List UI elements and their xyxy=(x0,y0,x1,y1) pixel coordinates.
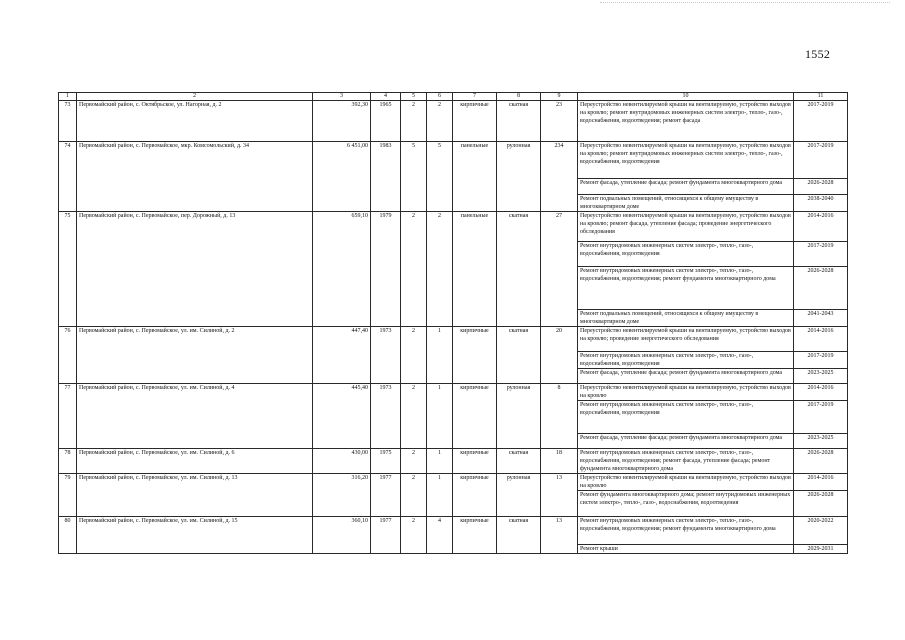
work-period: 2023-2025 xyxy=(794,369,848,384)
work-description: Ремонт подвальных помещений, относящихся к общему имуществу в многоквартирном доме xyxy=(578,310,794,327)
work-period: 2038-2040 xyxy=(794,195,848,212)
work-description: Ремонт подвальных помещений, относящихся к общему имуществу в многоквартирном доме xyxy=(578,195,794,212)
scan-edge-line xyxy=(600,2,890,3)
resident-count: 23 xyxy=(541,101,578,142)
building-address: Первомайский район, с. Октябрьское, ул. Нагорная, д. 2 xyxy=(77,101,313,142)
floor-count: 2 xyxy=(401,474,427,517)
work-period: 2017-2019 xyxy=(794,101,848,142)
table-row xyxy=(59,327,848,352)
entrance-count: 1 xyxy=(427,474,453,517)
work-period: 2029-2031 xyxy=(794,545,848,554)
work-description: Ремонт внутридомовых инженерных систем электро-, тепло-, газо-, водоснабжения, водоотведения; ремонт фасада, утепление фасада; ремонт фундамента многоквартирного дома xyxy=(578,449,794,474)
work-description: Ремонт внутридомовых инженерных систем электро-, тепло-, газо-, водоснабжения, водоотведения; ремонт фундамента многоквартирного дома xyxy=(578,517,794,545)
construction-year: 1973 xyxy=(371,327,401,384)
work-period: 2014-2016 xyxy=(794,327,848,352)
work-period: 2017-2019 xyxy=(794,401,848,434)
building-area: 392,30 xyxy=(313,101,371,142)
work-description: Переустройство невентилируемой крыши на вентилируемую, устройство выходов на кровлю; ремонт фасада, утепление фасада; проведение энергетического обследования xyxy=(578,212,794,242)
column-number-row xyxy=(59,93,848,101)
entrance-count: 1 xyxy=(427,384,453,449)
roof-type: рулонная xyxy=(497,384,541,449)
construction-year: 1979 xyxy=(371,212,401,327)
wall-material: кирпичные xyxy=(453,384,497,449)
roof-type: скатная xyxy=(497,449,541,474)
work-description: Переустройство невентилируемой крыши на вентилируемую, устройство выходов на кровлю; ремонт внутридомовых инженерных систем электро-, тепло-, газо-, водоснабжения, водоотведения; ремонт фасада xyxy=(578,101,794,142)
wall-material: кирпичные xyxy=(453,449,497,474)
work-period: 2014-2016 xyxy=(794,384,848,401)
entrance-count: 1 xyxy=(427,327,453,384)
work-description: Ремонт внутридомовых инженерных систем электро-, тепло-, газо-, водоснабжения, водоотведения xyxy=(578,401,794,434)
work-period: 2026-2028 xyxy=(794,267,848,310)
floor-count: 2 xyxy=(401,449,427,474)
wall-material: кирпичные xyxy=(453,101,497,142)
wall-material: кирпичные xyxy=(453,327,497,384)
work-description: Ремонт внутридомовых инженерных систем электро-, тепло-, газо-, водоснабжения, водоотведения xyxy=(578,242,794,267)
resident-count: 13 xyxy=(541,474,578,517)
work-description: Ремонт фундамента многоквартирного дома; ремонт внутридомовых инженерных систем электро-, тепло-, газо-, водоснабжения, водоотведения xyxy=(578,491,794,517)
building-number: 79 xyxy=(59,474,77,517)
wall-material: кирпичные xyxy=(453,474,497,517)
building-area: 360,10 xyxy=(313,517,371,554)
construction-year: 1977 xyxy=(371,517,401,554)
wall-material: панельные xyxy=(453,212,497,327)
floor-count: 2 xyxy=(401,212,427,327)
column-header: 5 xyxy=(401,93,427,101)
work-description: Переустройство невентилируемой крыши на вентилируемую, устройство выходов на кровлю xyxy=(578,474,794,491)
construction-year: 1965 xyxy=(371,101,401,142)
column-header: 10 xyxy=(578,93,794,101)
work-period: 2041-2043 xyxy=(794,310,848,327)
table-row xyxy=(59,142,848,179)
work-description: Ремонт фасада, утепление фасада; ремонт фундамента многоквартирного дома xyxy=(578,434,794,449)
building-area: 316,20 xyxy=(313,474,371,517)
repair-program-table xyxy=(58,92,848,554)
resident-count: 234 xyxy=(541,142,578,212)
roof-type: рулонная xyxy=(497,142,541,212)
floor-count: 5 xyxy=(401,142,427,212)
resident-count: 20 xyxy=(541,327,578,384)
work-period: 2014-2016 xyxy=(794,474,848,491)
resident-count: 13 xyxy=(541,517,578,554)
page-number: 1552 xyxy=(805,47,831,61)
table-row xyxy=(59,517,848,545)
building-address: Первомайский район, с. Первомайское, мкр. Комсомольский, д. 34 xyxy=(77,142,313,212)
building-number: 73 xyxy=(59,101,77,142)
resident-count: 8 xyxy=(541,384,578,449)
table-row xyxy=(59,212,848,242)
wall-material: кирпичные xyxy=(453,517,497,554)
column-header: 1 xyxy=(59,93,77,101)
table-row xyxy=(59,449,848,474)
entrance-count: 1 xyxy=(427,449,453,474)
building-number: 78 xyxy=(59,449,77,474)
building-area: 430,00 xyxy=(313,449,371,474)
building-address: Первомайский район, с. Первомайское, ул. им. Силиной, д. 4 xyxy=(77,384,313,449)
building-address: Первомайский район, с. Первомайское, ул. им. Силиной, д. 6 xyxy=(77,449,313,474)
work-period: 2026-2028 xyxy=(794,449,848,474)
table-row xyxy=(59,384,848,401)
resident-count: 18 xyxy=(541,449,578,474)
entrance-count: 5 xyxy=(427,142,453,212)
work-period: 2017-2019 xyxy=(794,242,848,267)
work-description: Переустройство невентилируемой крыши на вентилируемую, устройство выходов на кровлю xyxy=(578,384,794,401)
work-period: 2017-2019 xyxy=(794,352,848,369)
building-number: 80 xyxy=(59,517,77,554)
work-period: 2026-2028 xyxy=(794,491,848,517)
work-description: Ремонт внутридомовых инженерных систем электро-, тепло-, газо-, водоснабжения, водоотведения; ремонт фундамента многоквартирного дома xyxy=(578,267,794,310)
building-address: Первомайский район, с. Первомайское, ул. им. Силиной, д. 2 xyxy=(77,327,313,384)
work-period: 2017-2019 xyxy=(794,142,848,179)
building-number: 74 xyxy=(59,142,77,212)
construction-year: 1973 xyxy=(371,384,401,449)
work-description: Ремонт крыши xyxy=(578,545,794,554)
resident-count: 27 xyxy=(541,212,578,327)
work-description: Ремонт фасада, утепление фасада; ремонт фундамента многоквартирного дома xyxy=(578,369,794,384)
roof-type: рулонная xyxy=(497,474,541,517)
building-address: Первомайский район, с. Первомайское, пер. Дорожный, д. 13 xyxy=(77,212,313,327)
work-period: 2026-2028 xyxy=(794,179,848,195)
wall-material: панельные xyxy=(453,142,497,212)
building-area: 445,40 xyxy=(313,384,371,449)
entrance-count: 2 xyxy=(427,212,453,327)
floor-count: 2 xyxy=(401,327,427,384)
building-number: 77 xyxy=(59,384,77,449)
work-period: 2023-2025 xyxy=(794,434,848,449)
table-row xyxy=(59,101,848,142)
roof-type: скатная xyxy=(497,101,541,142)
column-header: 7 xyxy=(453,93,497,101)
column-header: 3 xyxy=(313,93,371,101)
column-header: 11 xyxy=(794,93,848,101)
building-area: 659,10 xyxy=(313,212,371,327)
floor-count: 2 xyxy=(401,384,427,449)
work-description: Переустройство невентилируемой крыши на вентилируемую, устройство выходов на кровлю; проведение энергетического обследования xyxy=(578,327,794,352)
building-address: Первомайский район, с. Первомайское, ул. им. Силиной, д. 13 xyxy=(77,474,313,517)
column-header: 4 xyxy=(371,93,401,101)
construction-year: 1975 xyxy=(371,449,401,474)
roof-type: скатная xyxy=(497,327,541,384)
entrance-count: 4 xyxy=(427,517,453,554)
floor-count: 2 xyxy=(401,517,427,554)
building-number: 75 xyxy=(59,212,77,327)
column-header: 9 xyxy=(541,93,578,101)
work-period: 2014-2016 xyxy=(794,212,848,242)
column-header: 2 xyxy=(77,93,313,101)
column-header: 8 xyxy=(497,93,541,101)
table-row xyxy=(59,474,848,491)
construction-year: 1983 xyxy=(371,142,401,212)
work-description: Ремонт внутридомовых инженерных систем электро-, тепло-, газо-, водоснабжения, водоотведения xyxy=(578,352,794,369)
entrance-count: 2 xyxy=(427,101,453,142)
roof-type: скатная xyxy=(497,517,541,554)
work-description: Переустройство невентилируемой крыши на вентилируемую, устройство выходов на кровлю; ремонт внутридомовых инженерных систем электро-, тепло-, газо-, водоснабжения, водоотведения xyxy=(578,142,794,179)
building-address: Первомайский район, с. Первомайское, ул. им. Силиной, д. 15 xyxy=(77,517,313,554)
building-area: 447,40 xyxy=(313,327,371,384)
work-period: 2020-2022 xyxy=(794,517,848,545)
construction-year: 1977 xyxy=(371,474,401,517)
roof-type: скатная xyxy=(497,212,541,327)
floor-count: 2 xyxy=(401,101,427,142)
work-description: Ремонт фасада, утепление фасада; ремонт фундамента многоквартирного дома xyxy=(578,179,794,195)
building-area: 6 451,00 xyxy=(313,142,371,212)
column-header: 6 xyxy=(427,93,453,101)
building-number: 76 xyxy=(59,327,77,384)
